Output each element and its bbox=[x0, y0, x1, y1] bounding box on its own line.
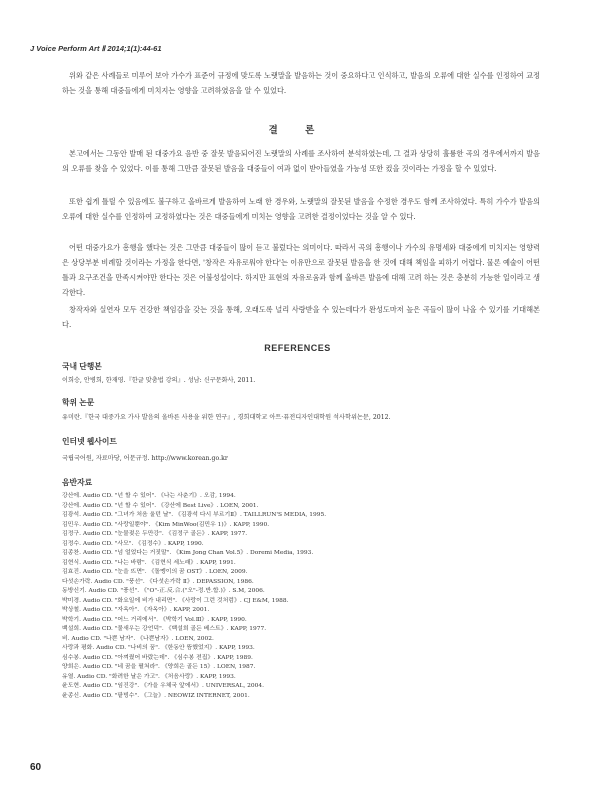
journal-header: J Voice Perform Art Ⅱ 2014;1(1):44-61 bbox=[30, 44, 162, 53]
list-item: 김정구. Audio CD. "눈물젖은 두만강". 《김정구 골든》. KAPP, 1977. bbox=[62, 531, 248, 538]
list-item: 윤종신. Audio CD. "팥빙수". 《그늘》. NEOWIZ INTERNET, 2001. bbox=[62, 692, 250, 699]
list-item: 강산에. Audio CD. "넌 할 수 있어". 《나는 사춘기》. 오감, 1994. bbox=[62, 493, 236, 499]
conclusion-paragraph-2: 또한 쉽게 틀릴 수 있음에도 불구하고 올바르게 발음하여 노래 한 경우와, 노랫말의 잘못된 발음을 수정한 경우도 함께 조사하였다. 특히 가수가 발음의 오류에 대한 실수를 인정하여 교정하였다는 것은 대중들에게 미치는 영향을 고려한 결정이었다는 것을 알 수 있다. bbox=[62, 197, 540, 221]
list-item: 유열. Audio CD. "화려한 날은 가고". 《처음사랑》. KAPP, 1993. bbox=[62, 673, 236, 680]
list-item: 강산에. Audio CD. "넌 할 수 있어". 《강산에 Best Live》. LOEN, 2001. bbox=[62, 502, 259, 509]
list-item: 박미경. Audio CD. "화요일에 비가 내리면". 《사랑이 그런 것처럼》. CJ E&M, 1988. bbox=[62, 597, 289, 604]
ref-category-heading: 인터넷 웹사이트 bbox=[62, 437, 117, 446]
list-item: 양희은. Audio CD. "네 꿈을 펼쳐라". 《양희은 골든 15》. LOEN, 1987. bbox=[62, 664, 256, 671]
page-number: 60 bbox=[30, 762, 42, 773]
list-item: 김민우. Audio CD. "사랑일뿐야". 《Kim MinWoo(김민우 1)》. KAPP, 1990. bbox=[62, 521, 270, 528]
ref-category-heading: 음반자료 bbox=[62, 478, 93, 487]
list-item: 박학기. Audio CD. "어느 거리에서". 《박학기 Vol.Ⅲ》. KAPP, 1990. bbox=[62, 616, 247, 623]
list-item: 김정수. Audio CD. "사모". 《김정수》. KAPP, 1990. bbox=[62, 540, 204, 547]
references-title: REFERENCES bbox=[264, 343, 331, 353]
intro-paragraph: 위와 같은 사례들로 미루어 보아 가수가 표준어 규정에 맞도록 노랫말을 발음하는 것이 중요하다고 인식하고, 발음의 오류에 대한 실수를 인정하여 교정하는 것을 통해 대중들에게 미치지는 영향을 고려하였음을 알 수 있었다. bbox=[62, 71, 540, 95]
list-item: 윤도현. Audio CD. "임진강". 《가을 우체국 앞에서》. UNIVERSAL, 2004. bbox=[62, 683, 264, 690]
list-item: 김현식. Audio CD. "나는 바람". 《김현식 세노래》. KAPP, 1991. bbox=[62, 559, 236, 566]
list-item: 사랑과 평화. Audio CD. "나비의 꿈". 《한동안 뜸했었지》. KAPP, 1993. bbox=[62, 645, 255, 652]
list-item: 비. Audio CD. "나쁜 남자". 《나쁜남자》. LOEN, 2002. bbox=[62, 635, 214, 642]
conclusion-paragraph-4: 창작자와 실연자 모두 건강한 책임감을 갖는 것을 통해, 오래도록 널리 사랑받을 수 있는데다가 완성도마저 높은 곡들이 많이 나올 수 있기를 기대해본다. bbox=[62, 305, 540, 329]
ref-item: 국립국어원, 자료마당, 어문규정. http://www.korean.go.kr bbox=[62, 455, 228, 462]
list-item: 심수봉. Audio CD. "아껴줬어 바랐는데". 《심수봉 전집》. KAPP, 1989. bbox=[62, 654, 253, 661]
list-item: 김광석. Audio CD. "그녀가 처음 울던 날". 《김광석 다시 부르기Ⅱ》. TAILLRUN'S MEDIA, 1995. bbox=[62, 512, 327, 519]
ref-category-heading: 국내 단행본 bbox=[62, 362, 102, 371]
list-item: 동방신기. Audio CD. "풍선". 《"O"-正.反.合.("오"-정.반.합.)》. S.M, 2006. bbox=[62, 588, 265, 595]
conclusion-paragraph-1: 본고에서는 그동안 발매 된 대중가요 음반 중 잘못 발음되어진 노랫말의 사례를 조사하여 분석하였는데, 그 결과 상당히 훌륭한 곡의 경우에서까지 발음의 오류를 찾을 수 있었다. 이를 통해 그만큼 잘못된 발음을 대중들이 여과 없이 받아들였을 가능성 또한 컸을 것이라는 가정을 할 수 있었다. bbox=[62, 149, 540, 173]
list-item: 김효진. Audio CD. "눈을 뜨면". 《돌멩이의 꿈 OST》. LOEN, 2009. bbox=[62, 569, 248, 576]
list-item: 다섯손가락. Audio CD. "풍선". 《다섯손가락 Ⅱ》. DEPASSION, 1986. bbox=[62, 578, 254, 585]
list-item: 백설희. Audio CD. "물새우는 강언덕". 《백설희 골든 베스트》. KAPP, 1977. bbox=[62, 626, 267, 633]
list-item: 김종찬. Audio CD. "넘 얼었다는 거짓말". 《Kim Jong Chan Vol.5》. Doremi Media, 1993. bbox=[62, 550, 314, 557]
list-item: 박상철. Audio CD. "자옥아". 《자옥아》. KAPP, 2001. bbox=[62, 607, 210, 614]
conclusion-paragraph-3: 어떤 대중가요가 흥행을 했다는 것은 그만큼 대중들이 많이 듣고 불렀다는 의미이다. 따라서 곡의 흥행이나 가수의 유명세와 대중에게 미치지는 영향력은 상당부분 비례할 것이라는 가정을 한다면, '창작은 자유로워야 한다'는 이유만으로 잘못된 발음을 한 것에 대해 책임을 피하기 어렵다. 물론 예술이 어떤 틀과 요구조건을 만족시켜야만 한다는 것은 어불성설이다. 하지만 표현의 자유로움과 함께 올바른 발음에 대해 고려 하는 것은 충분히 가능한 일이라고 생각한다. bbox=[62, 243, 540, 297]
ref-item: 이희승, 안병희, 한재영.『한글 맞춤법 강의』. 성남: 신구문화사, 2011. bbox=[62, 377, 256, 384]
ref-category-heading: 학위 논문 bbox=[62, 398, 95, 407]
conclusion-title: 결 론 bbox=[268, 125, 327, 136]
ref-item: 유미란.『한국 대중가요 가사 발음의 올바른 사용을 위한 연구』, 경희대학교 아트·퓨전디자인대학원 석사학위논문, 2012. bbox=[62, 414, 391, 421]
album-reference-list bbox=[62, 492, 540, 701]
